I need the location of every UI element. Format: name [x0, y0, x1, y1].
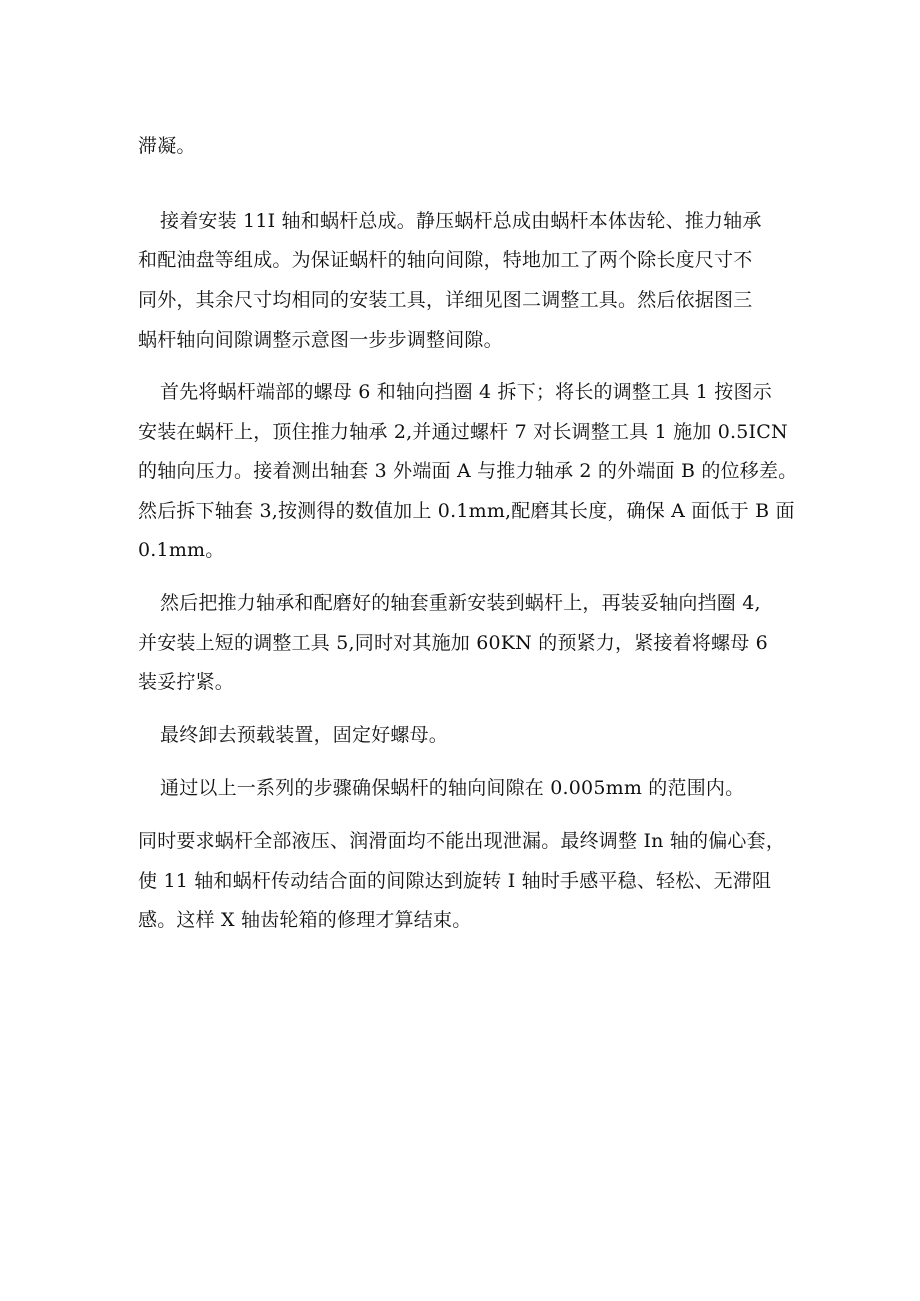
- text-line: 首先将蜗杆端部的螺母 6 和轴向挡圈 4 拆下；将长的调整工具 1 按图示: [160, 381, 772, 403]
- text-line: 蜗杆轴向间隙调整示意图一步步调整间隙。: [138, 329, 503, 351]
- text-line: 安装在蜗杆上，顶住推力轴承 2,并通过螺杆 7 对长调整工具 1 施加 0.5ICN: [138, 421, 788, 443]
- text-line: 和配油盘等组成。为保证蜗杆的轴向间隙，特地加工了两个除长度尺寸不: [138, 249, 753, 271]
- text-line: 使 11 轴和蜗杆传动结合面的间隙达到旋转 I 轴时手感平稳、轻松、无滞阻: [138, 870, 772, 892]
- text-line: 装妥拧紧。: [138, 671, 235, 693]
- text-line: 并安装上短的调整工具 5,同时对其施加 60KN 的预紧力，紧接着将螺母 6: [138, 632, 768, 654]
- text-line: 通过以上一系列的步骤确保蜗杆的轴向间隙在 0.005mm 的范围内。: [160, 777, 745, 799]
- text-line: 滞凝。: [138, 135, 196, 157]
- text-line: 同外，其余尺寸均相同的安装工具，详细见图二调整工具。然后依据图三: [138, 289, 753, 311]
- text-line: 0.1mm。: [138, 539, 225, 561]
- text-line: 然后把推力轴承和配磨好的轴套重新安装到蜗杆上，再装妥轴向挡圈 4,: [160, 592, 761, 614]
- text-line: 感。这样 X 轴齿轮箱的修理才算结束。: [138, 909, 472, 931]
- text-line: 接着安装 11I 轴和蜗杆总成。静压蜗杆总成由蜗杆本体齿轮、推力轴承: [160, 210, 762, 232]
- text-line: 最终卸去预载装置，固定好螺母。: [160, 724, 449, 746]
- text-line: 同时要求蜗杆全部液压、润滑面均不能出现泄漏。最终调整 In 轴的偏心套，: [138, 830, 786, 852]
- text-line: 的轴向压力。接着测出轴套 3 外端面 A 与推力轴承 2 的外端面 B 的位移差。: [138, 460, 798, 482]
- text-line: 然后拆下轴套 3,按测得的数值加上 0.1mm,配磨其长度，确保 A 面低于 B 面: [138, 500, 795, 522]
